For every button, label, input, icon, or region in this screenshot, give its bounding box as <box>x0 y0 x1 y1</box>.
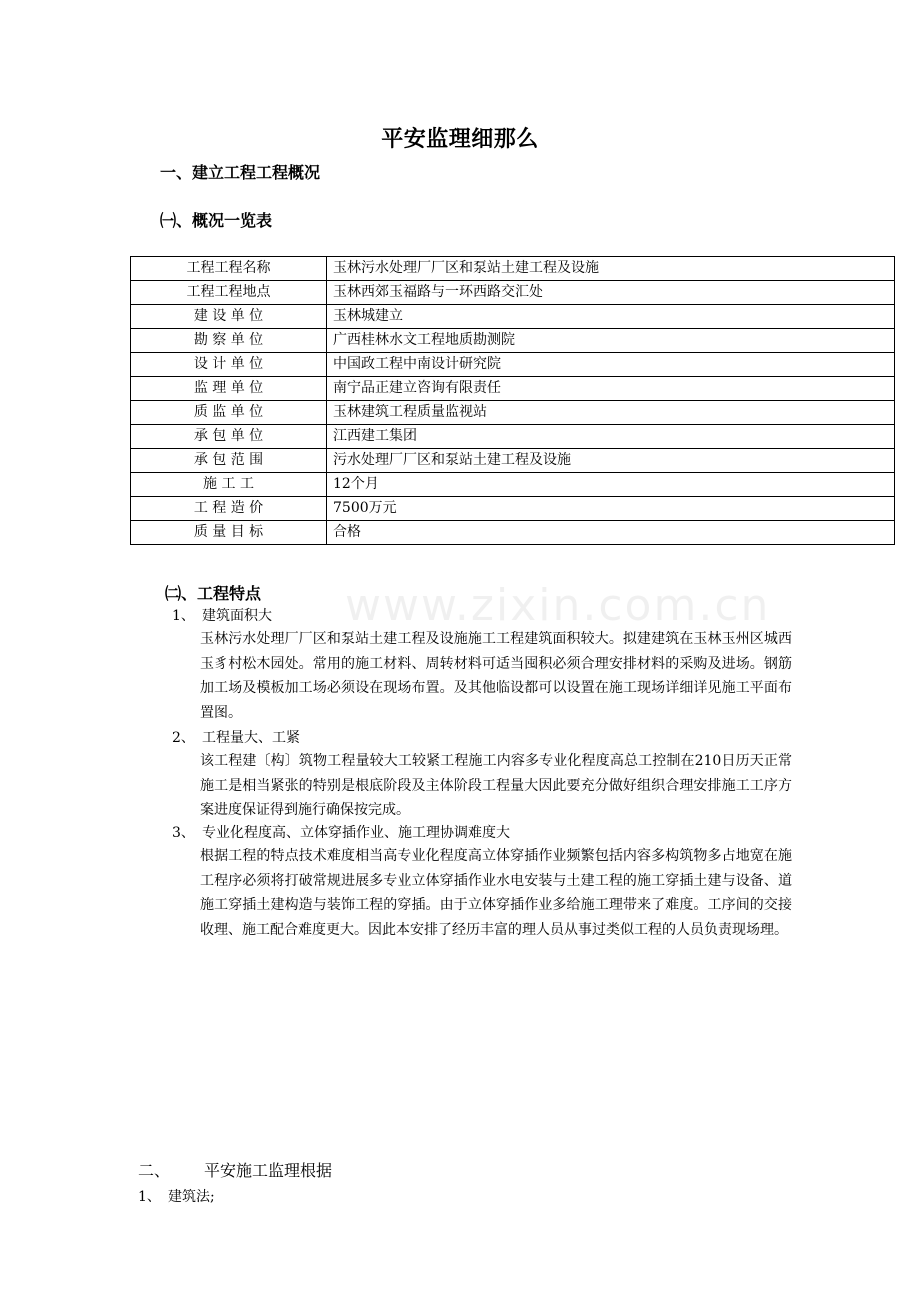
document-title: 平安监理细那么 <box>381 127 539 152</box>
section2-heading <box>138 1158 332 1181</box>
table-key-cell: 质 量 目 标 <box>131 521 327 545</box>
table-row <box>131 377 895 401</box>
table-value-cell: 合格 <box>327 521 895 545</box>
table-row <box>131 425 895 449</box>
features-heading: ㈡、工程特点 <box>165 584 262 603</box>
table-key-cell: 施 工 工 <box>131 473 327 497</box>
feature-title-row <box>172 822 792 844</box>
table-row <box>131 401 895 425</box>
overview-table <box>130 256 895 545</box>
table-row <box>131 473 895 497</box>
basis-number: 1、 <box>138 1189 161 1205</box>
table-key-cell: 工程工程名称 <box>131 257 327 281</box>
overview-heading: ㈠、概况一览表 <box>160 211 273 230</box>
table-row <box>131 329 895 353</box>
feature-body: 根据工程的特点技术难度相当高专业化程度高立体穿插作业频繁包括内容多构筑物多占地宽在施工程序必须将打破常规进展多专业立体穿插作业水电安装与土建工程的施工穿插土建与设备、道施工穿插土建构造与装饰工程的穿插。由于立体穿插作业多给施工理带来了难度。工序间的交接收理、施工配合难度更大。因此本安排了经历丰富的理人员从事过类似工程的人员负责现场理。 <box>200 848 792 938</box>
table-row <box>131 497 895 521</box>
feature-title: 专业化程度高、立体穿插作业、施工理协调难度大 <box>202 825 510 841</box>
table-value-cell: 南宁品正建立咨询有限责任 <box>327 377 895 401</box>
table-value-cell: 江西建工集团 <box>327 425 895 449</box>
feature-title-row <box>172 727 792 749</box>
feature-title-row <box>172 605 792 627</box>
feature-body: 玉林污水处理厂厂区和泵站土建工程及设施施工工程建筑面积较大。拟建建筑在玉林玉州区城西玉豸村松木园处。常用的施工材料、周转材料可适当囤积必须合理安排材料的采购及进场。钢筋加工场及模板加工场必须设在现场布置。及其他临设都可以设置在施工现场详细详见施工平面布置图。 <box>200 631 792 721</box>
feature-title: 建筑面积大 <box>202 608 272 624</box>
basis-text: 建筑法; <box>168 1189 215 1205</box>
feature-number: 1、 <box>172 608 195 624</box>
section2-number: 二、 <box>138 1161 171 1180</box>
section1-heading: 一、建立工程工程概况 <box>160 163 321 182</box>
feature-title: 工程量大、工紧 <box>202 730 300 746</box>
table-row <box>131 449 895 473</box>
table-row <box>131 353 895 377</box>
feature-number: 2、 <box>172 730 195 746</box>
table-key-cell: 承 包 范 围 <box>131 449 327 473</box>
table-value-cell: 玉林城建立 <box>327 305 895 329</box>
feature-body: 该工程建〔构〕筑物工程量较大工较紧工程施工内容多专业化程度高总工控制在210日历天正常施工是相当紧张的特别是根底阶段及主体阶段工程量大因此要充分做好组织合理安排施工工序方案进度保证得到施行确保按完成。 <box>200 753 792 818</box>
table-value-cell: 污水处理厂厂区和泵站土建工程及设施 <box>327 449 895 473</box>
feature-item-3 <box>172 822 792 942</box>
table-value-cell: 广西桂林水文工程地质勘测院 <box>327 329 895 353</box>
overview-table-body <box>131 257 895 545</box>
table-key-cell: 建 设 单 位 <box>131 305 327 329</box>
table-key-cell: 设 计 单 位 <box>131 353 327 377</box>
table-value-cell: 玉林西郊玉福路与一环西路交汇处 <box>327 281 895 305</box>
basis-item-1 <box>138 1186 215 1206</box>
watermark-text: www.zixin.com.cn <box>345 580 771 631</box>
table-value-cell: 玉林建筑工程质量监视站 <box>327 401 895 425</box>
table-key-cell: 监 理 单 位 <box>131 377 327 401</box>
table-key-cell: 勘 察 单 位 <box>131 329 327 353</box>
section2-title: 平安施工监理根据 <box>204 1161 333 1180</box>
table-value-cell: 中国政工程中南设计研究院 <box>327 353 895 377</box>
feature-item-2 <box>172 727 792 823</box>
table-key-cell: 工 程 造 价 <box>131 497 327 521</box>
table-key-cell: 工程工程地点 <box>131 281 327 305</box>
table-row <box>131 281 895 305</box>
table-value-cell: 12个月 <box>327 473 895 497</box>
table-row <box>131 521 895 545</box>
table-value-cell: 玉林污水处理厂厂区和泵站土建工程及设施 <box>327 257 895 281</box>
table-row <box>131 257 895 281</box>
table-key-cell: 质 监 单 位 <box>131 401 327 425</box>
table-value-cell: 7500万元 <box>327 497 895 521</box>
feature-number: 3、 <box>172 825 195 841</box>
table-row <box>131 305 895 329</box>
feature-item-1 <box>172 605 792 725</box>
table-key-cell: 承 包 单 位 <box>131 425 327 449</box>
